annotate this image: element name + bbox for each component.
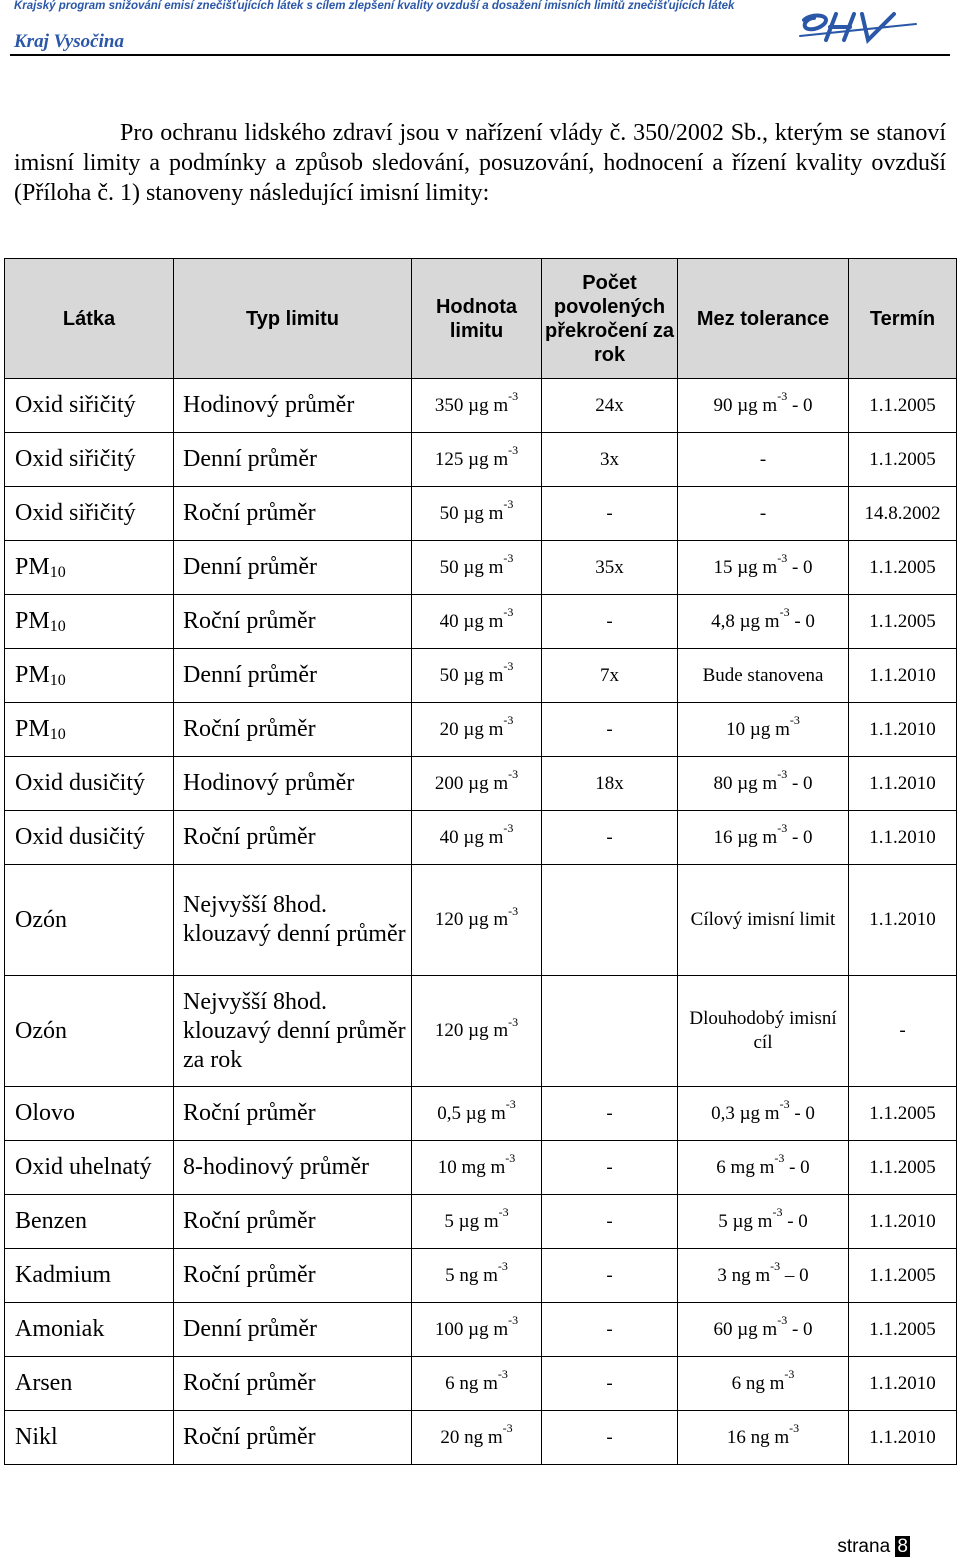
substance-name: Oxid siřičitý (15, 392, 136, 418)
header-type: Typ limitu (174, 259, 412, 379)
substance-cell (5, 1249, 174, 1303)
substance-subscript: 10 (49, 726, 66, 743)
tolerance-exponent: -3 (784, 1367, 795, 1382)
table-row (5, 1303, 957, 1357)
limit-value-exponent: -3 (505, 1097, 516, 1112)
header-term: Termín (849, 259, 957, 379)
tolerance-tail: - 0 (787, 772, 813, 794)
exceedance-count-cell (542, 1087, 678, 1141)
limit-type: Roční průměr (183, 1424, 316, 1450)
exceedance-count: - (606, 610, 613, 632)
term-cell (849, 757, 957, 811)
limit-value-exponent: -3 (508, 1014, 519, 1029)
term-cell (849, 1141, 957, 1195)
exceedance-count-cell (542, 433, 678, 487)
limit-value: 125 µg m (434, 448, 509, 470)
term-date: 1.1.2005 (869, 448, 936, 470)
substance-cell (5, 595, 174, 649)
tolerance-exponent: -3 (777, 1313, 788, 1328)
substance-cell (5, 1411, 174, 1465)
tolerance-cell (678, 811, 849, 865)
exceedance-count: - (606, 1210, 613, 1232)
tolerance-tail: - 0 (787, 826, 813, 848)
exceedance-count: 35x (595, 556, 624, 578)
limit-value-cell (412, 379, 542, 433)
limit-value-exponent: -3 (508, 903, 519, 918)
tolerance-cell (678, 1411, 849, 1465)
tolerance-value: 6 ng m (731, 1372, 785, 1394)
program-title: Krajský program snižování emisí znečišťujících látek s cílem zlepšení kvality ovzduší a dosažení imisních limitů znečišťujících látek (14, 0, 735, 12)
term-date: 1.1.2005 (869, 1264, 936, 1286)
limit-value: 10 mg m (437, 1156, 506, 1178)
limit-value: 6 ng m (445, 1372, 498, 1394)
limit-type: Nejvyšší 8hod. klouzavý denní průměr za rok (183, 988, 406, 1073)
term-date: 1.1.2010 (869, 772, 936, 794)
limit-type: Roční průměr (183, 1370, 316, 1396)
substance-name: PM (15, 608, 50, 634)
term-cell (849, 1411, 957, 1465)
limit-type-cell (174, 865, 412, 976)
substance-subscript: 10 (49, 618, 66, 635)
tolerance-exponent: -3 (779, 1097, 790, 1112)
term-date: 1.1.2005 (869, 556, 936, 578)
page-number: 8 (897, 1536, 908, 1557)
table-header-row (5, 259, 957, 379)
limit-value: 5 ng m (445, 1264, 498, 1286)
term-date: 1.1.2010 (869, 1372, 936, 1394)
limit-value-cell (412, 703, 542, 757)
tolerance-exponent: -3 (772, 1205, 783, 1220)
intro-paragraph (14, 118, 946, 208)
term-cell (849, 1087, 957, 1141)
table-row (5, 1357, 957, 1411)
limit-value: 20 ng m (440, 1426, 503, 1448)
term-cell (849, 595, 957, 649)
limit-value-exponent: -3 (503, 713, 514, 728)
exceedance-count: - (606, 718, 613, 740)
tolerance-value: - (759, 448, 767, 470)
term-cell (849, 1249, 957, 1303)
term-date: 1.1.2010 (869, 664, 936, 686)
tolerance-tail: - 0 (787, 1318, 813, 1340)
exceedance-count-cell (542, 379, 678, 433)
table-row (5, 541, 957, 595)
substance-name: Benzen (15, 1208, 87, 1234)
limit-value-cell (412, 1087, 542, 1141)
region-title: Kraj Vysočina (14, 31, 124, 52)
page-label: strana (837, 1536, 891, 1557)
exceedance-count: - (606, 1264, 613, 1286)
limit-value-exponent: -3 (503, 821, 514, 836)
exceedance-count-cell (542, 1411, 678, 1465)
tolerance-cell (678, 541, 849, 595)
limit-type-cell (174, 1087, 412, 1141)
limit-type-cell (174, 433, 412, 487)
table-row (5, 1195, 957, 1249)
exceedance-count-cell (542, 595, 678, 649)
limit-type: Hodinový průměr (183, 392, 355, 418)
limit-type: Nejvyšší 8hod. klouzavý denní průměr (183, 892, 406, 947)
ohv-logo-icon (796, 6, 924, 46)
substance-cell (5, 1303, 174, 1357)
exceedance-count: - (606, 826, 613, 848)
exceedance-count-cell (542, 541, 678, 595)
header-tolerance: Mez tolerance (678, 259, 849, 379)
limit-type: Denní průměr (183, 662, 317, 688)
exceedance-count: 18x (595, 772, 624, 794)
limit-type-cell (174, 976, 412, 1087)
limit-type-cell (174, 1303, 412, 1357)
term-date: 1.1.2005 (869, 394, 936, 416)
tolerance-tail: - 0 (787, 556, 813, 578)
limit-value-exponent: -3 (497, 1259, 508, 1274)
substance-name: Olovo (15, 1100, 75, 1126)
substance-name: Nikl (15, 1424, 58, 1450)
tolerance-tail: - 0 (784, 1156, 810, 1178)
term-cell (849, 1195, 957, 1249)
limit-value-cell (412, 757, 542, 811)
tolerance-exponent: -3 (777, 551, 788, 566)
limit-value-cell (412, 811, 542, 865)
limit-value-cell (412, 1249, 542, 1303)
term-date: 1.1.2005 (869, 610, 936, 632)
term-cell (849, 811, 957, 865)
term-cell (849, 1357, 957, 1411)
tolerance-exponent: -3 (789, 1421, 800, 1436)
tolerance-cell (678, 865, 849, 976)
table-row (5, 865, 957, 976)
limit-type-cell (174, 1411, 412, 1465)
tolerance-cell (678, 487, 849, 541)
limit-value-cell (412, 487, 542, 541)
tolerance-cell (678, 1141, 849, 1195)
term-date: 1.1.2005 (869, 1318, 936, 1340)
substance-name: Ozón (15, 1017, 67, 1044)
tolerance-value: Cílový imisní limit (690, 909, 836, 930)
limit-type: Hodinový průměr (183, 770, 355, 796)
tolerance-tail: - 0 (787, 394, 813, 416)
limit-type: 8-hodinový průměr (183, 1154, 369, 1180)
intro-text: Pro ochranu lidského zdraví jsou v nařízení vlády č. 350/2002 Sb., kterým se stanoví imisní limity a podmínky a způsob sledování, posuzování, hodnocení a řízení kvality ovzduší (Příloha č. 1) stanoveny následující imisní limity: (14, 120, 946, 206)
table-row (5, 1087, 957, 1141)
exceedance-count: 7x (600, 664, 619, 686)
term-cell (849, 487, 957, 541)
tolerance-cell (678, 1357, 849, 1411)
tolerance-tail: – 0 (780, 1264, 809, 1286)
tolerance-cell (678, 1195, 849, 1249)
term-date: - (899, 1020, 906, 1041)
substance-cell (5, 811, 174, 865)
limit-type: Denní průměr (183, 446, 317, 472)
exceedance-count: 24x (595, 394, 624, 416)
limit-value-cell (412, 865, 542, 976)
tolerance-exponent: -3 (777, 767, 788, 782)
substance-cell (5, 976, 174, 1087)
term-cell (849, 1303, 957, 1357)
term-cell (849, 703, 957, 757)
limit-value: 120 µg m (434, 1020, 509, 1041)
table-row (5, 1249, 957, 1303)
limit-type-cell (174, 379, 412, 433)
limit-type-cell (174, 757, 412, 811)
term-date: 1.1.2005 (869, 1156, 936, 1178)
tolerance-cell (678, 1087, 849, 1141)
limit-value: 50 µg m (439, 502, 504, 524)
limit-type: Roční průměr (183, 608, 316, 634)
exceedance-count: - (606, 1372, 613, 1394)
limit-value-cell (412, 1141, 542, 1195)
tolerance-cell (678, 757, 849, 811)
exceedance-count-cell (542, 757, 678, 811)
header-substance: Látka (5, 259, 174, 379)
tolerance-value: Dlouhodobý imisní cíl (689, 1008, 837, 1053)
substance-name: Oxid dusičitý (15, 770, 145, 796)
substance-cell (5, 865, 174, 976)
limit-type: Roční průměr (183, 500, 316, 526)
limit-type: Roční průměr (183, 1208, 316, 1234)
limit-value-exponent: -3 (505, 1151, 516, 1166)
substance-name: Kadmium (15, 1262, 111, 1288)
exceedance-count-cell (542, 1303, 678, 1357)
substance-name: Arsen (15, 1370, 73, 1396)
tolerance-value: 16 ng m (726, 1426, 790, 1448)
limit-value-cell (412, 433, 542, 487)
tolerance-value: 80 µg m (713, 772, 778, 794)
substance-cell (5, 703, 174, 757)
limit-value: 20 µg m (439, 718, 504, 740)
limit-value-exponent: -3 (502, 1421, 513, 1436)
substance-name: PM (15, 554, 50, 580)
exceedance-count-cell (542, 649, 678, 703)
limit-value: 40 µg m (439, 610, 504, 632)
term-date: 14.8.2002 (864, 502, 941, 524)
limit-value-cell (412, 1195, 542, 1249)
table-row (5, 976, 957, 1087)
limit-type-cell (174, 595, 412, 649)
substance-cell (5, 757, 174, 811)
limit-value: 120 µg m (434, 909, 509, 930)
limit-value: 50 µg m (439, 664, 504, 686)
substance-name: Oxid siřičitý (15, 500, 136, 526)
substance-cell (5, 1357, 174, 1411)
tolerance-cell (678, 649, 849, 703)
substance-name: PM (15, 662, 50, 688)
exceedance-count-cell (542, 703, 678, 757)
substance-cell (5, 379, 174, 433)
term-date: 1.1.2010 (869, 1210, 936, 1232)
limit-value: 40 µg m (439, 826, 504, 848)
term-date: 1.1.2010 (869, 1426, 936, 1448)
term-cell (849, 379, 957, 433)
exceedance-count: - (606, 502, 613, 524)
limit-type-cell (174, 541, 412, 595)
limit-value-exponent: -3 (503, 605, 514, 620)
table-row (5, 649, 957, 703)
tolerance-value: 16 µg m (713, 826, 778, 848)
limit-type: Denní průměr (183, 1316, 317, 1342)
tolerance-cell (678, 976, 849, 1087)
tolerance-exponent: -3 (779, 605, 790, 620)
header-divider (10, 54, 950, 56)
limit-value-cell (412, 649, 542, 703)
table-row (5, 379, 957, 433)
limit-value-exponent: -3 (497, 1367, 508, 1382)
tolerance-value: 4,8 µg m (711, 610, 780, 632)
table-row (5, 811, 957, 865)
substance-name: PM (15, 716, 50, 742)
substance-name: Oxid uhelnatý (15, 1154, 152, 1180)
tolerance-value: 10 µg m (726, 718, 790, 740)
tolerance-exponent: -3 (774, 1151, 785, 1166)
term-cell (849, 649, 957, 703)
limit-value: 5 µg m (444, 1210, 499, 1232)
limit-value-exponent: -3 (503, 659, 514, 674)
exceedance-count: - (606, 1318, 613, 1340)
limit-value-exponent: -3 (508, 443, 519, 458)
exceedance-count-cell (542, 976, 678, 1087)
term-date: 1.1.2005 (869, 1102, 936, 1124)
exceedance-count: 3x (600, 448, 619, 470)
tolerance-cell (678, 379, 849, 433)
substance-cell (5, 649, 174, 703)
term-cell (849, 865, 957, 976)
table-row (5, 487, 957, 541)
table-row (5, 433, 957, 487)
tolerance-cell (678, 1249, 849, 1303)
tolerance-tail: - 0 (789, 610, 815, 632)
tolerance-cell (678, 703, 849, 757)
tolerance-exponent: -3 (770, 1259, 781, 1274)
limit-type: Roční průměr (183, 1100, 316, 1126)
substance-cell (5, 1195, 174, 1249)
tolerance-value: - (759, 502, 767, 524)
tolerance-exponent: -3 (789, 713, 800, 728)
substance-subscript: 10 (49, 564, 66, 581)
limit-type-cell (174, 649, 412, 703)
exceedance-count-cell (542, 1141, 678, 1195)
tolerance-value: 60 µg m (713, 1318, 778, 1340)
term-cell (849, 433, 957, 487)
substance-name: Amoniak (15, 1316, 105, 1342)
limit-value-exponent: -3 (508, 767, 519, 782)
tolerance-value: Bude stanovena (702, 664, 824, 686)
tolerance-value: 15 µg m (713, 556, 778, 578)
limit-value: 100 µg m (434, 1318, 509, 1340)
exceedance-count-cell (542, 1195, 678, 1249)
tolerance-cell (678, 433, 849, 487)
tolerance-cell (678, 1303, 849, 1357)
table-row (5, 1141, 957, 1195)
limit-value-cell (412, 1303, 542, 1357)
substance-name: Oxid siřičitý (15, 446, 136, 472)
substance-subscript: 10 (49, 672, 66, 689)
header-count: Počet povolených překročení za rok (542, 259, 678, 379)
table-row (5, 595, 957, 649)
limit-value-exponent: -3 (503, 497, 514, 512)
table-body (5, 379, 957, 1465)
limit-value-exponent: -3 (508, 1313, 519, 1328)
limit-type-cell (174, 1357, 412, 1411)
term-cell (849, 976, 957, 1087)
limit-type: Roční průměr (183, 716, 316, 742)
tolerance-exponent: -3 (777, 389, 788, 404)
limit-value-cell (412, 1411, 542, 1465)
limit-type: Roční průměr (183, 824, 316, 850)
tolerance-exponent: -3 (777, 821, 788, 836)
limit-type-cell (174, 487, 412, 541)
limit-value: 200 µg m (434, 772, 509, 794)
limit-value: 0,5 µg m (437, 1102, 506, 1124)
term-date: 1.1.2010 (869, 826, 936, 848)
limit-type: Roční průměr (183, 1262, 316, 1288)
limit-value: 50 µg m (439, 556, 504, 578)
term-cell (849, 541, 957, 595)
limit-value-exponent: -3 (498, 1205, 509, 1220)
header-value: Hodnota limitu (412, 259, 542, 379)
exceedance-count-cell (542, 1357, 678, 1411)
substance-cell (5, 433, 174, 487)
limit-type-cell (174, 1249, 412, 1303)
tolerance-value: 5 µg m (718, 1210, 773, 1232)
limit-type-cell (174, 703, 412, 757)
tolerance-value: 0,3 µg m (711, 1102, 780, 1124)
exceedance-count: - (606, 1426, 613, 1448)
tolerance-value: 90 µg m (713, 394, 778, 416)
limit-type: Denní průměr (183, 554, 317, 580)
exceedance-count-cell (542, 811, 678, 865)
limit-type-cell (174, 811, 412, 865)
exceedance-count-cell (542, 1249, 678, 1303)
limit-type-cell (174, 1195, 412, 1249)
substance-cell (5, 1141, 174, 1195)
substance-cell (5, 487, 174, 541)
limit-value-cell (412, 976, 542, 1087)
limit-value-cell (412, 595, 542, 649)
limit-value-cell (412, 541, 542, 595)
term-date: 1.1.2010 (869, 909, 936, 930)
tolerance-cell (678, 595, 849, 649)
tolerance-value: 6 mg m (716, 1156, 775, 1178)
term-date: 1.1.2010 (869, 718, 936, 740)
page-footer (837, 1536, 910, 1558)
table-row (5, 757, 957, 811)
limit-type-cell (174, 1141, 412, 1195)
substance-name: Oxid dusičitý (15, 824, 145, 850)
tolerance-tail: - 0 (782, 1210, 808, 1232)
limit-value: 350 µg m (434, 394, 509, 416)
table-row (5, 1411, 957, 1465)
exceedance-count-cell (542, 487, 678, 541)
substance-cell (5, 1087, 174, 1141)
limit-value-cell (412, 1357, 542, 1411)
exceedance-count: - (606, 1102, 613, 1124)
limit-value-exponent: -3 (503, 551, 514, 566)
exceedance-count: - (606, 1156, 613, 1178)
limit-value-exponent: -3 (508, 389, 519, 404)
table-row (5, 703, 957, 757)
exceedance-count-cell (542, 865, 678, 976)
substance-name: Ozón (15, 906, 67, 933)
tolerance-tail: - 0 (789, 1102, 815, 1124)
tolerance-value: 3 ng m (717, 1264, 771, 1286)
limits-table (4, 258, 957, 1465)
substance-cell (5, 541, 174, 595)
